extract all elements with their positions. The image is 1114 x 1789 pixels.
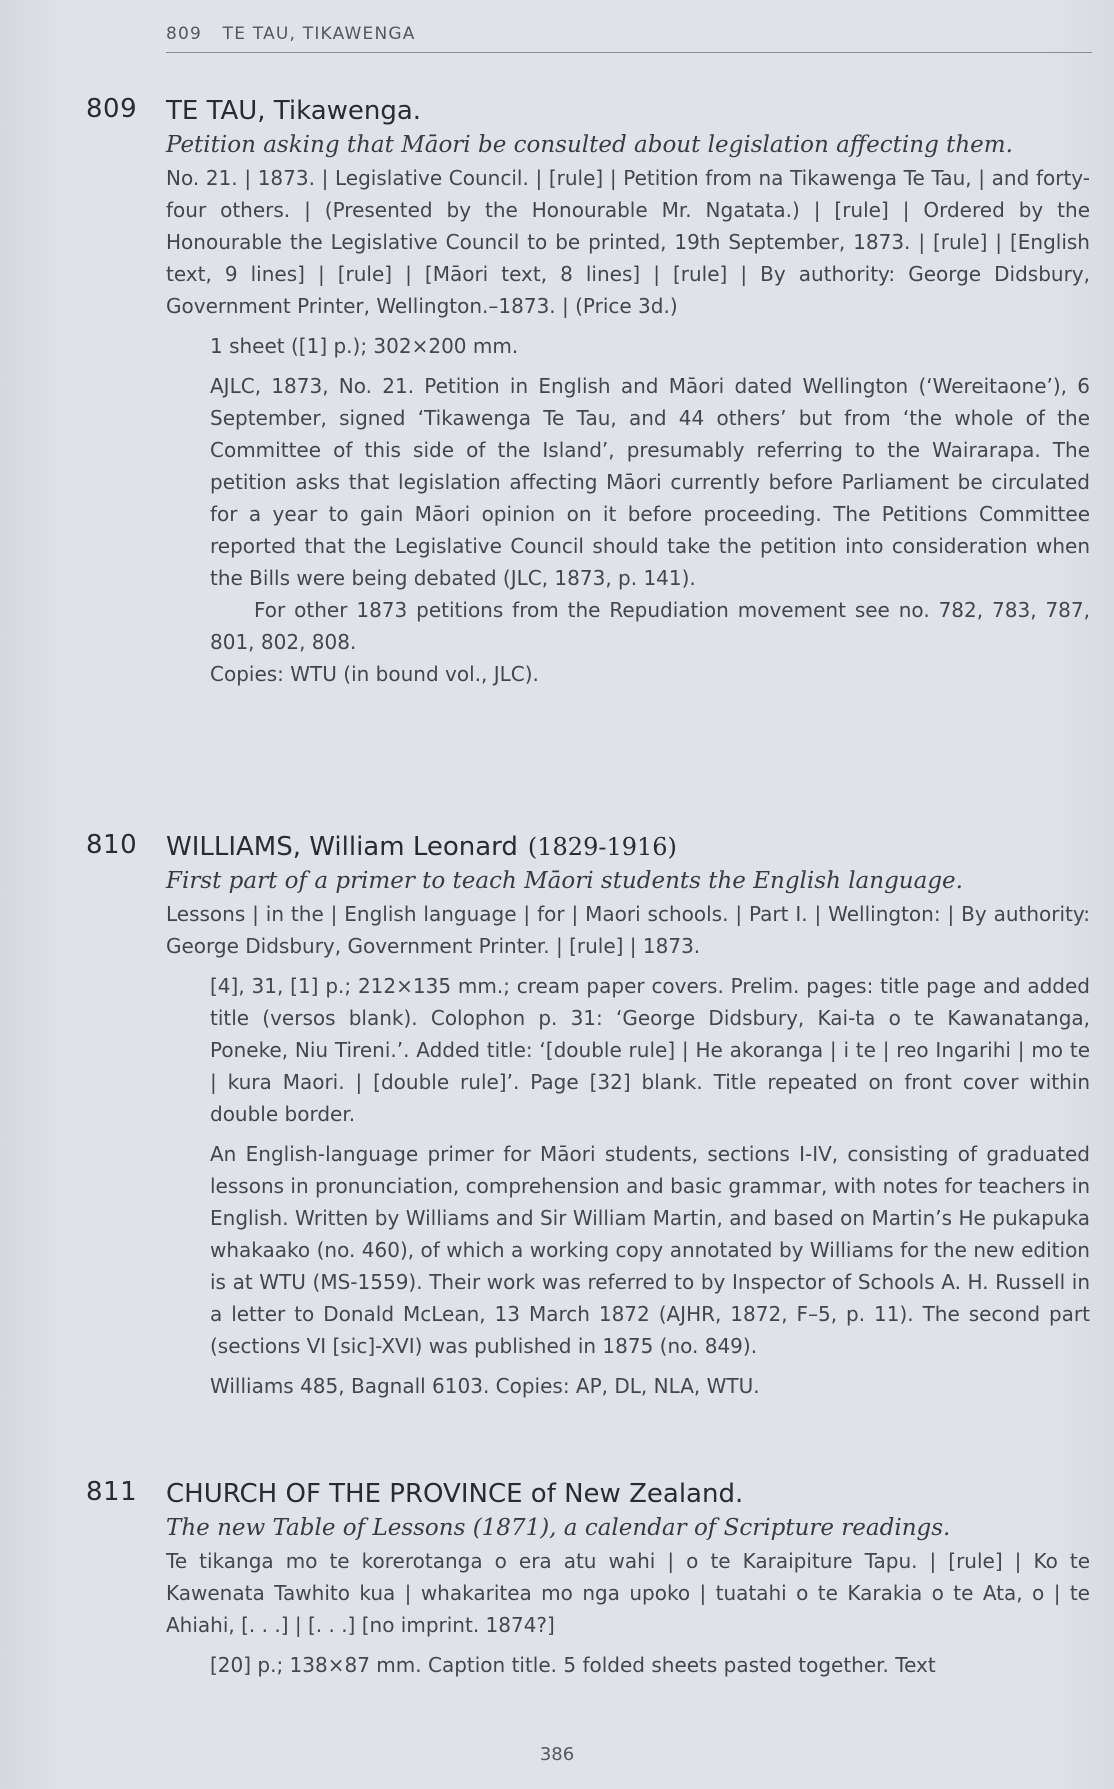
entry-number: 809	[86, 94, 138, 124]
entry-copies: Williams 485, Bagnall 6103. Copies: AP, DL, NLA, WTU.	[210, 1374, 760, 1398]
entry-body	[166, 830, 1090, 1402]
entry-number: 810	[86, 830, 138, 860]
entry-physical: 1 sheet ([1] p.); 302×200 mm.	[210, 334, 519, 358]
entry-heading-name: TE TAU, Tikawenga.	[166, 96, 422, 126]
entry-heading	[166, 1477, 1090, 1511]
entry-note: For other 1873 petitions from the Repudiation movement see no. 782, 783, 787, 801, 802, 808.	[210, 598, 1090, 654]
entry-copies: Copies: WTU (in bound vol., JLC).	[210, 662, 539, 686]
entry-number: 811	[86, 1477, 138, 1507]
entry-physical: [4], 31, [1] p.; 212×135 mm.; cream paper covers. Prelim. pages: title page and added title (versos blank). Colophon p. 31: ‘George Didsbury, Kai-ta o te Kawanatanga, Poneke, Niu Tireni.’. Added title: ‘[double rule] | He akoranga | i te | reo Ingarihi | mo te | kura Maori. | [double rule]’. Page [32] blank. Title repeated on front cover within double border.	[210, 974, 1090, 1126]
entry-body	[166, 1477, 1090, 1681]
entry-title: Petition asking that Māori be consulted about legislation affecting them.	[166, 132, 1013, 158]
page-number: 386	[539, 1744, 575, 1765]
entry-title: The new Table of Lessons (1871), a calendar of Scripture readings.	[166, 1515, 951, 1541]
entry-body	[166, 94, 1090, 690]
entry-title: First part of a primer to teach Māori students the English language.	[166, 868, 963, 894]
running-head	[166, 24, 1092, 53]
running-head-text: TE TAU, TIKAWENGA	[222, 24, 416, 44]
entry-transcript: Te tikanga mo te korerotanga o era atu wahi | o te Karaipiture Tapu. | [rule] | Ko te Kawenata Tawhito kua | whakaritea mo nga upoko | tuatahi o te Karakia o te Ata, o | te Ahiahi, [. . .] | [. . .] [no imprint. 1874?]	[166, 1549, 1090, 1637]
entry-heading-name: WILLIAMS, William Leonard	[166, 832, 518, 862]
entry-dates: (1829-1916)	[527, 833, 677, 861]
entry-heading	[166, 830, 1090, 864]
entry-note: An English-language primer for Māori students, sections I-IV, consisting of graduated lessons in pronunciation, comprehension and basic grammar, with notes for teachers in English. Written by Williams and Sir William Martin, and based on Martin’s He pukapuka whakaako (no. 460), of which a working copy annotated by Williams for the new edition is at WTU (MS-1559). Their work was referred to by Inspector of Schools A. H. Russell in a letter to Donald McLean, 13 March 1872 (AJHR, 1872, F–5, p. 11). The second part (sections VI [sic]-XVI) was published in 1875 (no. 849).	[210, 1142, 1090, 1358]
entry-transcript: Lessons | in the | English language | for | Maori schools. | Part I. | Wellington: | By authority: George Didsbury, Government Printer. | [rule] | 1873.	[166, 902, 1090, 958]
running-head-number: 809	[166, 24, 203, 44]
entry-physical: [20] p.; 138×87 mm. Caption title. 5 folded sheets pasted together. Text	[210, 1653, 936, 1677]
entry-note: AJLC, 1873, No. 21. Petition in English and Māori dated Wellington (‘Wereitaone’), 6 September, signed ‘Tikawenga Te Tau, and 44 others’ but from ‘the whole of the Committee of this side of the Island’, presumably referring to the Wairarapa. The petition asks that legislation affecting Māori currently before Parliament be circulated for a year to gain Māori opinion on it before proceeding. The Petitions Committee reported that the Legislative Council should take the petition into consideration when the Bills were being debated (JLC, 1873, p. 141).	[210, 374, 1090, 590]
entry-transcript: No. 21. | 1873. | Legislative Council. | [rule] | Petition from na Tikawenga Te Tau, | and forty-four others. | (Presented by the Honourable Mr. Ngatata.) | [rule] | Ordered by the Honourable the Legislative Council to be printed, 19th September, 1873. | [rule] | [English text, 9 lines] | [rule] | [Māori text, 8 lines] | [rule] | By authority: George Didsbury, Government Printer, Wellington.–1873. | (Price 3d.)	[166, 166, 1090, 318]
entry-heading-name: CHURCH OF THE PROVINCE of New Zealand.	[166, 1479, 744, 1509]
entry-heading	[166, 94, 1090, 128]
